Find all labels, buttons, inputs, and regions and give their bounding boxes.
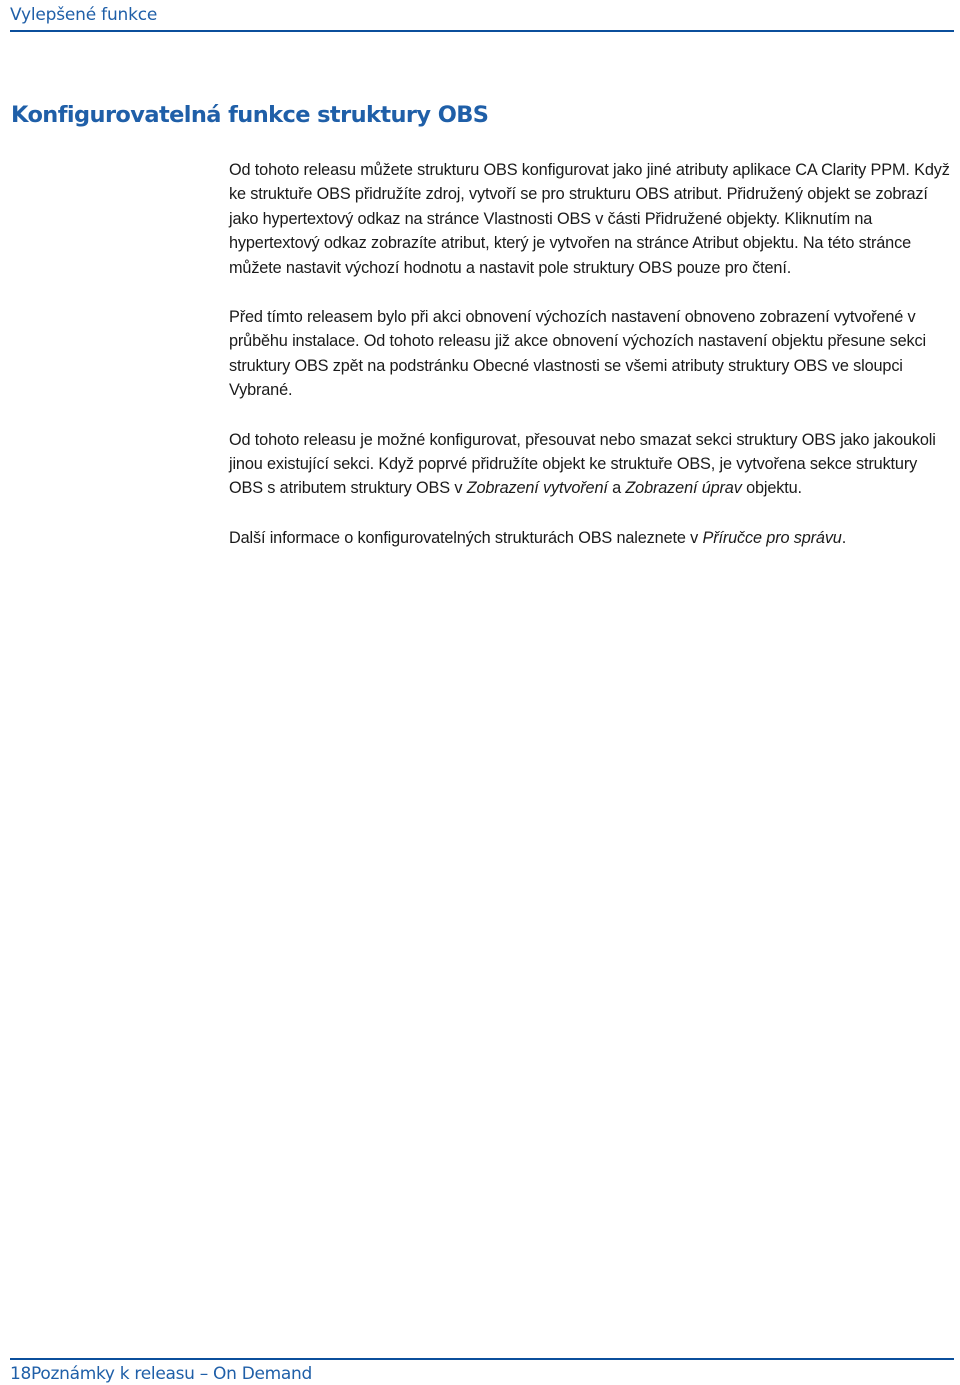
paragraph-2: Před tímto releasem bylo při akci obnovení výchozích nastavení obnoveno zobrazení vytvořené v průběhu instalace. Od tohoto releasu již akce obnovení výchozích nastavení objektu přesune sekci struktury OBS zpět na podstránku Obecné vlastnosti se všemi atributy struktury OBS ve sloupci Vybrané. xyxy=(229,308,926,400)
footer-title: Poznámky k releasu – On Demand xyxy=(31,1364,312,1384)
footer-text xyxy=(10,1364,312,1384)
paragraph-4-text-before: Další informace o konfigurovatelných strukturách OBS naleznete v xyxy=(229,528,703,547)
paragraph-3-italic-creation-view: Zobrazení vytvoření xyxy=(466,479,608,498)
paragraph-1: Od tohoto releasu můžete strukturu OBS konfigurovat jako jiné atributy aplikace CA Clarity PPM. Když ke struktuře OBS přidružíte zdroj, vytvoří se pro strukturu OBS atribut. Přidružený objekt se zobrazí jako hypertextový odkaz na stránce Vlastnosti OBS v části Přidružené objekty. Kliknutím na hypertextový odkaz zobrazíte atribut, který je vytvořen na stránce Atribut objektu. Na této stránce můžete nastavit výchozí hodnotu a nastavit pole struktury OBS pouze pro čtení. xyxy=(229,161,950,277)
section-title: Konfigurovatelná funkce struktury OBS xyxy=(11,102,489,128)
page-number: 18 xyxy=(10,1364,32,1384)
page-header xyxy=(10,0,954,32)
paragraph-3 xyxy=(229,428,954,501)
paragraph-3-text-before: Od tohoto releasu je možné konfigurovat, přesouvat nebo smazat sekci struktury OBS jako jakoukoli jinou existující sekci. Když poprvé přidružíte objekt ke struktuře OBS, je vytvořena sekce struktury OBS s atributem struktury OBS v xyxy=(229,430,936,498)
page-footer xyxy=(10,1358,954,1384)
paragraph-3-text-after: objektu. xyxy=(741,479,802,498)
paragraph-3-italic-edit-view: Zobrazení úprav xyxy=(625,479,742,498)
paragraph-4-text-after: . xyxy=(841,528,847,547)
paragraph-4 xyxy=(229,526,954,550)
paragraph-4-italic-admin-guide: Příručce pro správu xyxy=(702,528,842,547)
header-title: Vylepšené funkce xyxy=(10,5,158,25)
body-text xyxy=(229,158,954,575)
paragraph-3-text-middle: a xyxy=(607,479,626,498)
